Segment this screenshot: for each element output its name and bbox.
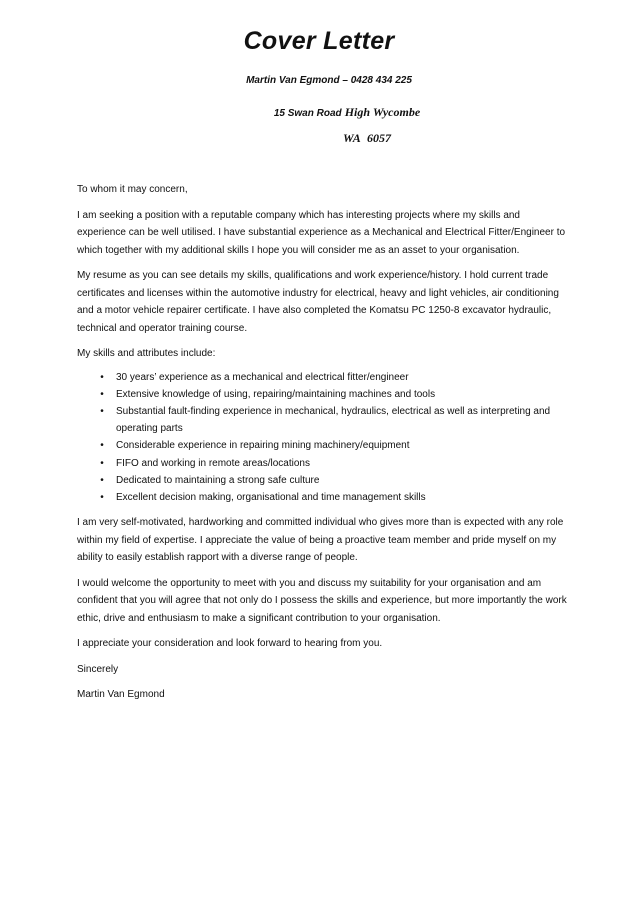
bullet-icon: •	[100, 405, 104, 417]
paragraph-attributes: I am very self-motivated, hardworking and committed individual who gives more than is expected with any role within my field of expertise. I appreciate the value of being a proactive team member and pride myself on my ability to easily establish rapport with a diverse range of people.	[77, 517, 564, 564]
skill-text: Considerable experience in repairing mining machinery/equipment	[116, 440, 410, 452]
list-item	[97, 403, 567, 437]
list-item	[97, 386, 567, 403]
bullet-icon: •	[100, 440, 104, 452]
closing: Sincerely	[77, 663, 119, 675]
document-title: Cover Letter	[243, 27, 395, 55]
list-item	[97, 455, 567, 472]
paragraph-resume: My resume as you can see details my skills, qualifications and work experience/history. I hold current trade certificates and licenses within the automotive industry for electrical, heavy and light vehicles, air conditioning and a motor vehicle repairer certificate. I have also completed the Komatsu PC 1250-8 excavator hydraulic, technical and operator training course.	[77, 270, 559, 334]
list-item	[97, 472, 567, 489]
salutation: To whom it may concern,	[77, 184, 188, 195]
list-item	[97, 489, 567, 506]
bullet-icon: •	[100, 371, 104, 383]
skill-text: FIFO and working in remote areas/locations	[116, 457, 310, 469]
address-state-postcode: WA 6057	[342, 131, 392, 145]
address-street-line	[0, 105, 638, 121]
paragraph-opportunity: I would welcome the opportunity to meet with you and discuss my suitability for your organisation and am confident that you will agree that not only do I possess the skills and experience, but more importantly the work ethic, drive and enthusiasm to make a significant contribution to your organisation.	[77, 577, 567, 624]
paragraph-appreciation: I appreciate your consideration and look forward to hearing from you.	[77, 638, 383, 650]
skill-text: Dedicated to maintaining a strong safe culture	[116, 474, 320, 486]
skills-intro: My skills and attributes include:	[77, 348, 216, 359]
skills-list	[77, 369, 567, 507]
skill-text: Excellent decision making, organisational and time management skills	[116, 491, 426, 503]
skill-text: Substantial fault-finding experience in mechanical, hydraulics, electrical as well as interpreting and operating parts	[116, 405, 551, 435]
signature-name: Martin Van Egmond	[77, 689, 165, 701]
bullet-icon: •	[100, 474, 104, 486]
paragraph-intro: I am seeking a position with a reputable company which has interesting projects where my skills and experience can be well utilised. I have substantial experience as a Mechanical and Electrical Fitter/Engineer to which together with my additional skills I hope you will consider me as an asset to your organisation.	[77, 209, 566, 256]
letter-body	[77, 181, 567, 712]
bullet-icon: •	[100, 388, 104, 400]
address-suburb: High Wycombe	[344, 105, 421, 119]
list-item	[97, 437, 567, 454]
skill-text: 30 years’ experience as a mechanical and electrical fitter/engineer	[116, 371, 409, 383]
bullet-icon: •	[100, 457, 104, 469]
list-item	[97, 369, 567, 386]
name-phone-line: Martin Van Egmond – 0428 434 225	[246, 75, 412, 86]
bullet-icon: •	[100, 491, 104, 503]
skill-text: Extensive knowledge of using, repairing/maintaining machines and tools	[116, 388, 436, 400]
address-street: 15 Swan Road	[273, 108, 342, 119]
